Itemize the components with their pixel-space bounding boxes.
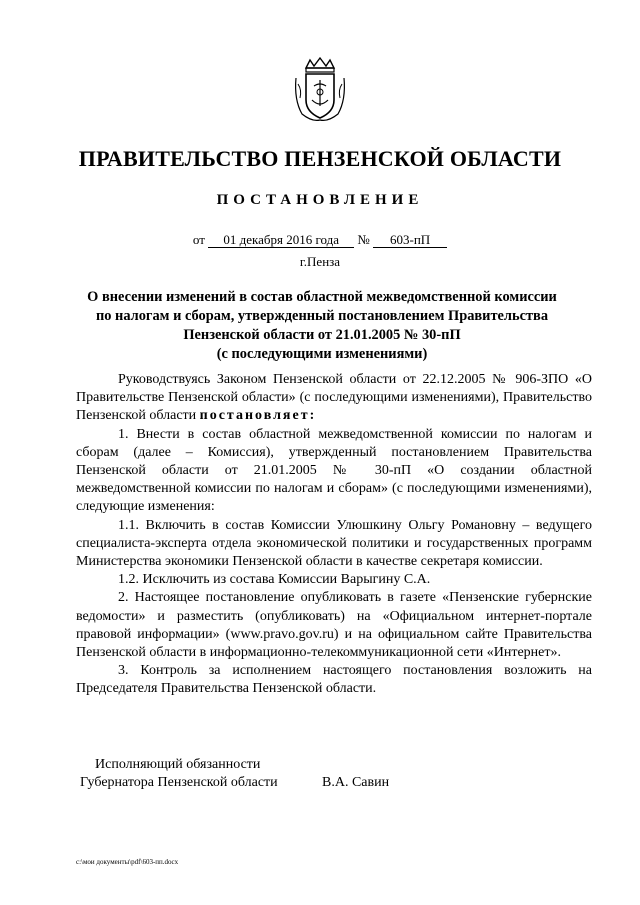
organization-name: ПРАВИТЕЛЬСТВО ПЕНЗЕНСКОЙ ОБЛАСТИ xyxy=(78,146,562,171)
document-body xyxy=(76,371,592,699)
penza-region-coat-of-arms-icon xyxy=(292,56,348,124)
item-1: 1. Внести в состав областной межведомственной комиссии по налогам и сборам (далее – Комиссия), утвержденный постановлением Правительства Пензенской области от 21.01.2005 № 30-пП «О создании областной межведомственной комиссии по налогам и сборам» (с последующими изменениями), следующие изменения: xyxy=(76,426,592,515)
preamble-text: Руководствуясь Законом Пензенской области от 22.12.2005 № 906-ЗПО «О Правительстве Пензенской области» (с последующими изменениями), Правительство Пензенской области xyxy=(76,372,592,424)
item-1-1: 1.1. Включить в состав Комиссии Улюшкину Ольгу Романовну – ведущего специалиста-эксперта отдела экономической политики и государственных программ Министерства экономики Пензенской области в качестве секретаря комиссии. xyxy=(76,517,592,570)
date-prefix: от xyxy=(192,232,205,247)
number-label: № xyxy=(357,232,370,247)
title-line: (с последующими изменениями) xyxy=(216,346,428,362)
file-path-footer: c:\мои документы\pdf\603-пп.docx xyxy=(76,858,179,866)
item-1-2: 1.2. Исключить из состава Комиссии Варыгину С.А. xyxy=(118,572,431,588)
signatory-position-line-2: Губернатора Пензенской области xyxy=(80,775,278,790)
signatory-position-line-1: Исполняющий обязанности xyxy=(95,757,261,772)
city: г.Пенза xyxy=(299,254,341,269)
item-2: 2. Настоящее постановление опубликовать в газете «Пензенские губернские ведомости» и разместить (опубликовать) на «Официальном интернет-портале правовой информации» (www.pravo.gov.ru) и на официальном сайте Правительства Пензенской области в информационно-телекоммуникационной сети «Интернет». xyxy=(76,590,592,661)
document-title xyxy=(72,288,572,364)
document-date: 01 декабря 2016 года xyxy=(208,233,354,248)
preamble-paragraph xyxy=(76,371,592,426)
document-type: ПОСТАНОВЛЕНИЕ xyxy=(216,192,424,208)
document-number: 603-пП xyxy=(373,233,447,248)
resolves-word: постановляет: xyxy=(199,408,317,424)
signatory-name: В.А. Савин xyxy=(322,775,390,790)
item-3: 3. Контроль за исполнением настоящего постановления возложить на Председателя Правительства Пензенской области. xyxy=(76,663,592,697)
date-number-line xyxy=(0,232,640,248)
title-line: О внесении изменений в состав областной межведомственной комиссии xyxy=(87,289,557,305)
title-line: Пензенской области от 21.01.2005 № 30-пП xyxy=(183,327,461,343)
title-line: по налогам и сборам, утвержденный постановлением Правительства xyxy=(95,308,549,324)
